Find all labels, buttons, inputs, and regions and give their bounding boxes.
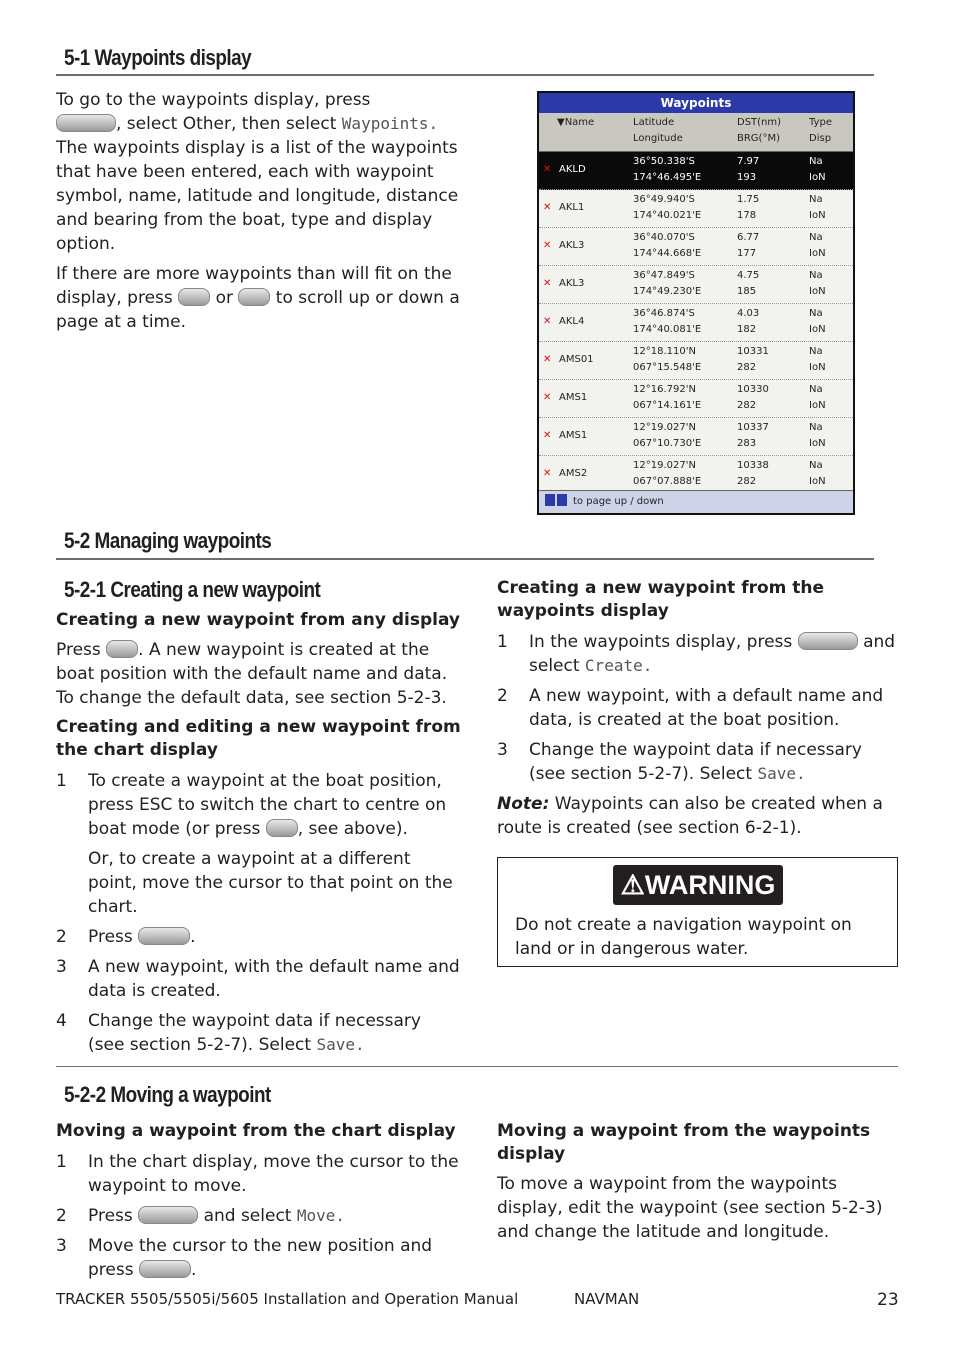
waypoint-lon: 067°14.161'E xyxy=(633,400,702,411)
waypoint-x-icon: ✕ xyxy=(543,278,552,289)
waypoint-type: Na xyxy=(809,384,823,395)
waypoint-x-icon: ✕ xyxy=(543,354,552,365)
warning-label: ⚠WARNING xyxy=(613,865,783,905)
waypoint-disp: IoN xyxy=(809,210,826,221)
waypoint-disp: IoN xyxy=(809,476,826,487)
waypoint-disp: IoN xyxy=(809,248,826,259)
waypoint-brg: 177 xyxy=(737,248,757,259)
table-row[interactable] xyxy=(539,266,853,304)
waypoint-x-icon: ✕ xyxy=(543,392,552,403)
waypoint-brg: 283 xyxy=(737,438,757,449)
waypoint-dst: 10331 xyxy=(737,346,769,357)
waypoints-display-steps xyxy=(497,630,898,786)
subheading-chart-display: Creating and editing a new waypoint from the chart display xyxy=(56,717,461,760)
table-row[interactable] xyxy=(539,152,853,190)
waypoint-x-icon: ✕ xyxy=(543,430,552,441)
waypoint-lat: 36°40.070'S xyxy=(633,232,695,243)
section-title-5-2-1: 5-2-1 Creating a new waypoint xyxy=(64,577,321,602)
waypoint-disp: IoN xyxy=(809,362,826,373)
warning-triangle-icon: ⚠ xyxy=(620,870,645,900)
screen-header: ▼Name Latitude Longitude DST(nm) BRG(°M) Type Disp xyxy=(539,113,853,152)
move-paragraph: To move a waypoint from the waypoints display, edit the waypoint (see section 5-2-3) and change the latitude and longitude. xyxy=(497,1174,883,1242)
warning-box xyxy=(497,857,898,967)
plus-key-icon xyxy=(178,288,210,306)
list-item: 2 Press . xyxy=(56,927,196,947)
subheading-move-waypoints: Moving a waypoint from the waypoints display xyxy=(497,1121,871,1164)
waypoint-type: Na xyxy=(809,270,823,281)
list-item: 1 In the chart display, move the cursor to the waypoint to move. xyxy=(56,1152,459,1196)
waypoint-lon: 174°49.230'E xyxy=(633,286,702,297)
waypoint-lat: 36°47.849'S xyxy=(633,270,695,281)
list-item: 2 A new waypoint, with a default name and data, is created at the boat position. xyxy=(497,686,884,730)
table-row[interactable] xyxy=(539,304,853,342)
table-row[interactable] xyxy=(539,380,853,418)
waypoint-dst: 10338 xyxy=(737,460,769,471)
waypoint-name: AMS2 xyxy=(559,468,588,479)
waypoint-disp: IoN xyxy=(809,438,826,449)
waypoint-lat: 12°19.027'N xyxy=(633,460,696,471)
screen-footer: to page up / down xyxy=(539,490,853,513)
subheading-move-chart: Moving a waypoint from the chart display xyxy=(56,1121,456,1141)
waypoint-brg: 282 xyxy=(737,400,757,411)
moving-left-column xyxy=(56,1120,461,1288)
waypoints-screen xyxy=(537,91,855,515)
section-title-5-1: 5-1 Waypoints display xyxy=(64,45,252,70)
waypoint-dst: 7.97 xyxy=(737,156,760,167)
ent-key-icon xyxy=(138,927,190,945)
menu-key-icon xyxy=(798,632,858,650)
waypoint-lon: 174°46.495'E xyxy=(633,172,702,183)
intro-paragraph: To go to the waypoints display, press , select Other, then select Waypoints. The waypoints display is a list of the waypoints that have been entered, each with waypoint symbol, name, latitude and longitude, distance and bearing from the boat, type and display option. xyxy=(56,90,459,254)
waypoint-type: Na xyxy=(809,156,823,167)
list-item: Or, to create a waypoint at a different point, move the cursor to that point on the chart. xyxy=(88,849,453,917)
waypoint-dst: 6.77 xyxy=(737,232,760,243)
section-rule xyxy=(56,558,874,560)
waypoint-lon: 067°07.888'E xyxy=(633,476,702,487)
waypoint-list[interactable] xyxy=(539,152,853,494)
waypoint-type: Na xyxy=(809,308,823,319)
waypoint-name: AKL3 xyxy=(559,240,585,251)
menu-key-icon xyxy=(138,1206,198,1224)
waypoint-lat: 36°50.338'S xyxy=(633,156,695,167)
waypoint-type: Na xyxy=(809,232,823,243)
waypoint-dst: 1.75 xyxy=(737,194,760,205)
down-arrow-icon xyxy=(557,494,567,506)
table-row[interactable] xyxy=(539,418,853,456)
footer-manual: TRACKER 5505/5505i/5605 Installation and Operation Manual xyxy=(56,1290,519,1308)
waypoint-lat: 36°49.940'S xyxy=(633,194,695,205)
list-item: 3 A new waypoint, with the default name and data is created. xyxy=(56,957,460,1001)
table-row[interactable] xyxy=(539,342,853,380)
waypoint-type: Na xyxy=(809,460,823,471)
waypoint-lat: 12°18.110'N xyxy=(633,346,696,357)
creating-left-column xyxy=(56,609,461,1063)
waypoint-name: AKLD xyxy=(559,164,586,175)
waypoint-type: Na xyxy=(809,422,823,433)
up-arrow-icon xyxy=(545,494,555,506)
list-item: 2 Press and select Move. xyxy=(56,1206,346,1226)
move-steps xyxy=(56,1150,461,1282)
waypoint-lat: 36°46.874'S xyxy=(633,308,695,319)
waypoint-dst: 4.03 xyxy=(737,308,760,319)
list-item: 3 Move the cursor to the new position and press . xyxy=(56,1236,433,1280)
waypoint-lon: 174°44.668'E xyxy=(633,248,702,259)
section-rule xyxy=(56,74,874,76)
waypoint-brg: 182 xyxy=(737,324,757,335)
waypoint-brg: 282 xyxy=(737,476,757,487)
waypoint-x-icon: ✕ xyxy=(543,164,552,175)
list-item: 1 In the waypoints display, press and select Create. xyxy=(497,632,896,676)
waypoint-type: Na xyxy=(809,346,823,357)
note-paragraph: Note: Waypoints can also be created when a route is created (see section 6-2-1). xyxy=(497,794,883,838)
waypoint-lon: 174°40.081'E xyxy=(633,324,702,335)
waypoint-x-icon: ✕ xyxy=(543,240,552,251)
waypoint-brg: 282 xyxy=(737,362,757,373)
waypoint-dst: 4.75 xyxy=(737,270,760,281)
table-row[interactable] xyxy=(539,190,853,228)
waypoint-disp: IoN xyxy=(809,172,826,183)
waypoint-name: AKL4 xyxy=(559,316,585,327)
waypoint-name: AKL3 xyxy=(559,278,585,289)
waypoint-brg: 178 xyxy=(737,210,757,221)
waypoint-lat: 12°19.027'N xyxy=(633,422,696,433)
minus-key-icon xyxy=(238,288,270,306)
divider xyxy=(56,1066,898,1067)
waypoint-brg: 193 xyxy=(737,172,757,183)
creating-right-column xyxy=(497,577,898,840)
waypoint-name: AMS1 xyxy=(559,430,588,441)
section-title-5-2: 5-2 Managing waypoints xyxy=(64,528,272,553)
disp-key-icon xyxy=(56,114,116,132)
table-row[interactable] xyxy=(539,228,853,266)
waypoint-disp: IoN xyxy=(809,400,826,411)
waypoint-x-icon: ✕ xyxy=(543,202,552,213)
waypoint-disp: IoN xyxy=(809,286,826,297)
wpt-key-icon xyxy=(106,640,138,658)
waypoint-brg: 185 xyxy=(737,286,757,297)
page-number: 23 xyxy=(877,1290,899,1310)
screen-title: Waypoints xyxy=(539,93,853,113)
waypoint-lon: 067°15.548'E xyxy=(633,362,702,373)
list-item: 1 To create a waypoint at the boat position, press ESC to switch the chart to centre on boat mode (or press , see above). xyxy=(56,771,447,839)
waypoint-dst: 10337 xyxy=(737,422,769,433)
chart-steps xyxy=(56,769,461,1057)
section-title-5-2-2: 5-2-2 Moving a waypoint xyxy=(64,1082,271,1107)
moving-right-column xyxy=(497,1120,898,1244)
waypoint-lon: 174°40.021'E xyxy=(633,210,702,221)
waypoint-lon: 067°10.730'E xyxy=(633,438,702,449)
wpt-key-icon xyxy=(266,819,298,837)
waypoint-name: AKL1 xyxy=(559,202,585,213)
waypoint-type: Na xyxy=(809,194,823,205)
waypoint-dst: 10330 xyxy=(737,384,769,395)
waypoint-x-icon: ✕ xyxy=(543,316,552,327)
section-5-1-body xyxy=(56,88,461,334)
waypoint-name: AMS01 xyxy=(559,354,594,365)
scroll-paragraph: If there are more waypoints than will fit on the display, press or to scroll up or down a page at a time. xyxy=(56,264,460,332)
subheading-waypoints-display: Creating a new waypoint from the waypoints display xyxy=(497,578,825,621)
waypoint-lat: 12°16.792'N xyxy=(633,384,696,395)
waypoint-name: AMS1 xyxy=(559,392,588,403)
list-item: 3 Change the waypoint data if necessary (see section 5-2-7). Select Save. xyxy=(497,740,862,784)
subheading-any-display: Creating a new waypoint from any display xyxy=(56,610,461,630)
warning-text: Do not create a navigation waypoint on land or in dangerous water. xyxy=(515,915,852,959)
any-display-paragraph: Press . A new waypoint is created at the boat position with the default name and data. To change the default data, see section 5-2-3. xyxy=(56,640,448,708)
list-item: 4 Change the waypoint data if necessary (see section 5-2-7). Select Save. xyxy=(56,1011,421,1055)
table-row[interactable] xyxy=(539,456,853,494)
waypoint-x-icon: ✕ xyxy=(543,468,552,479)
waypoint-disp: IoN xyxy=(809,324,826,335)
footer-brand: NAVMAN xyxy=(574,1290,640,1308)
ent-key-icon xyxy=(139,1260,191,1278)
